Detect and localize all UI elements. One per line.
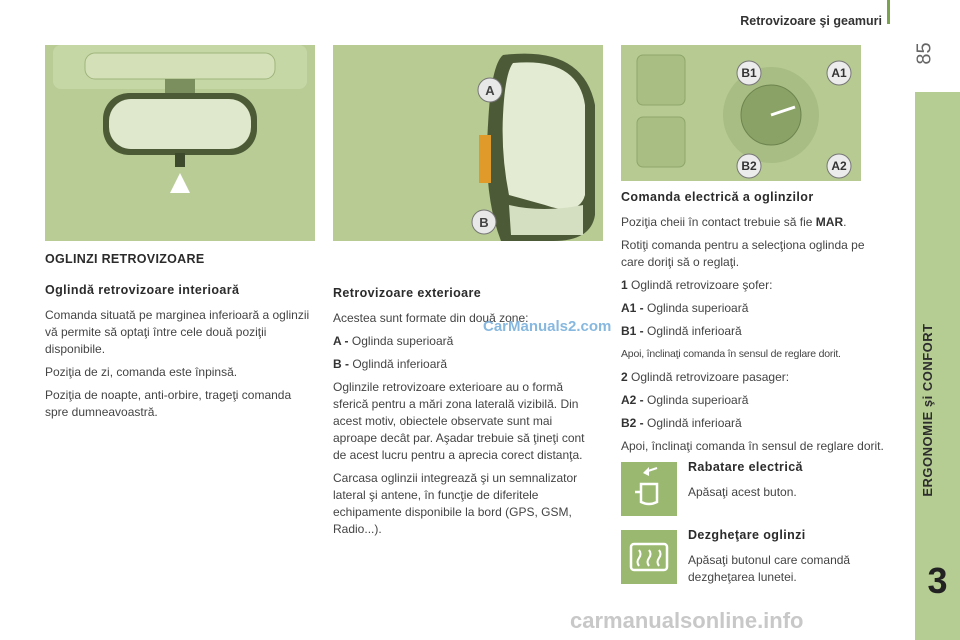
header-accent-bar: [887, 0, 890, 24]
item-text: Oglindă inferioară: [352, 357, 448, 371]
fold-mirror-icon-box: [621, 462, 677, 516]
key-position: MAR: [815, 215, 844, 229]
list-item: B1 - Oglindă inferioară: [621, 324, 742, 338]
list-item: 1 Oglindă retrovizoare şofer:: [621, 278, 773, 292]
paragraph: Carcasa oglinzii integrează şi un semnalizator lateral şi antene, în funcţie de diferitele echipamente disponibile la bord (GPS, GSM, Radio...).: [333, 471, 578, 536]
list-item: 2 Oglindă retrovizoare pasager:: [621, 370, 790, 384]
page-number: 85: [913, 42, 936, 65]
paragraph: Apoi, înclinaţi comanda în sensul de reglare dorit.: [621, 348, 841, 360]
mirror-control-photo: [621, 45, 861, 181]
defrost-icon: [621, 530, 677, 584]
column-electric-control: [621, 190, 886, 455]
defrost-text: Apăsaţi butonul care comandă dezgheţarea lunetei.: [688, 553, 851, 584]
subsection-title-exterior: Retrovizoare exterioare: [333, 286, 482, 300]
item-key: A -: [333, 334, 349, 348]
subsection-title-electric: Comanda electrică a oglinzilor: [621, 190, 814, 204]
watermark-footer: carmanualsonline.info: [570, 608, 804, 633]
defrost-icon-box: [621, 530, 677, 584]
list-item: [333, 356, 595, 373]
paragraph: Oglinzile retrovizoare exterioare au o formă sferică pentru a mări zona laterală vizibilă. Din acest motiv, obiectele observate sunt mai aproape decât par. Aşadar trebuie să ţineţi cont de acest lucru pentru a aprecia corect distanţa.: [333, 380, 585, 462]
fold-title: Rabatare electrică: [688, 460, 803, 474]
label-b2: B2: [741, 159, 757, 173]
interior-mirror-photo: [45, 45, 315, 241]
column-interior-mirror: [45, 252, 315, 421]
exterior-mirror-photo: [333, 45, 603, 241]
watermark-carmanuals: CarManuals2.com: [483, 318, 612, 335]
chapter-section-label: ERGONOMIE şi CONFORT: [920, 323, 935, 497]
fold-block: [688, 460, 888, 501]
label-a2: A2: [831, 159, 847, 173]
defrost-block: [688, 528, 888, 586]
paragraph: Rotiţi comanda pentru a selecţiona oglinda pe care doriţi să o reglaţi.: [621, 238, 865, 269]
mirror-fold-icon: [621, 462, 677, 516]
defrost-title: Dezgheţare oglinzi: [688, 528, 806, 542]
list-item: A2 - Oglinda superioară: [621, 393, 749, 407]
chapter-number: 3: [927, 560, 948, 601]
interior-mirror-illustration: [45, 45, 315, 241]
paragraph: Poziţia de zi, comanda este înpinsă.: [45, 365, 238, 379]
exterior-mirror-illustration: [333, 45, 603, 241]
subsection-title-interior: Oglindă retrovizoare interioară: [45, 283, 240, 297]
paragraph: Poziţia de noapte, anti-orbire, trageţi comanda spre dumneavoastră.: [45, 388, 292, 419]
label-b: B: [479, 215, 489, 230]
list-item: B2 - Oglindă inferioară: [621, 416, 742, 430]
section-title: OGLINZI RETROVIZOARE: [45, 252, 205, 266]
label-b1: B1: [741, 66, 757, 80]
paragraph: Acestea sunt formate din două zone:: [333, 311, 529, 325]
list-item: A1 - Oglinda superioară: [621, 301, 749, 315]
paragraph: Apoi, înclinaţi comanda în sensul de reglare dorit.: [621, 439, 884, 453]
item-key: B -: [333, 357, 349, 371]
item-text: Oglinda superioară: [351, 334, 454, 348]
paragraph: Poziţia cheii în contact trebuie să fie MAR.: [621, 215, 847, 229]
running-header: Retrovizoare şi geamuri: [740, 14, 882, 28]
paragraph: Comanda situată pe marginea inferioară a oglinzii vă permite să optaţi între cele două poziţii disponibile.: [45, 308, 310, 356]
label-a1: A1: [831, 66, 847, 80]
mirror-control-illustration: [621, 45, 861, 181]
label-a: A: [485, 83, 495, 98]
fold-text: Apăsaţi acest buton.: [688, 485, 797, 499]
list-item: [333, 333, 595, 350]
